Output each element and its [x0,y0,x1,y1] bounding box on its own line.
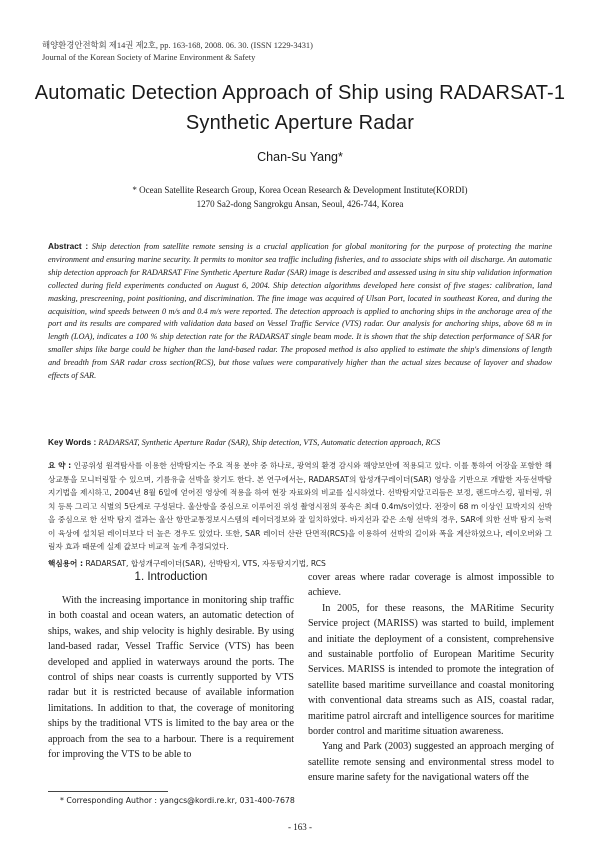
body-column-right [308,570,554,786]
korean-keywords-label: 핵심용어 : [48,559,84,568]
keywords-label: Key Words : [48,437,97,447]
journal-citation-korean: 해양환경안전학회 제14권 제2호, pp. 163-168, 2008. 06. 30. (ISSN 1229-3431) [42,41,313,50]
abstract-label: Abstract : [48,241,89,251]
korean-abstract [48,459,552,554]
korean-keywords [48,558,558,570]
intro-paragraph-1: With the increasing importance in monitoring ship traffic in both coastal and ocean waters, an automatic detection of ships, wakes, and ship velocity is highly desirable. By using land-based radar, Vessel Traffic Service (VTS) has been developed and applied in waterways around the ports. The control of ships near coasts is currently supported by VTS radar but it is restricted because of available information limitations. In addition to that, the coverage of monitoring ships by the traditional VTS is limited to the bay area or the approach from the sea to a harbour. There is a requirement for improving the VTS to be able to [48,595,294,761]
author-name: Chan-Su Yang* [257,150,343,164]
author-affiliation [0,183,600,211]
section-heading-introduction: 1. Introduction [134,571,208,583]
paper-title [30,78,570,138]
korean-abstract-text: 인공위성 원격탐사를 이용한 선박탐지는 주요 적용 분야 중 하나로, 광역의 환경 감시와 해양보안에 적용되고 있다. 이를 통하여 어장을 포함한 해상교통을 모니터링할 수 있으며, 기름유출 선박을 찾기도 한다. 본 연구에서는, RADARSAT의 합성개구레이더(SAR) 영상을 기반으로 개발한 자동선박탐지기법을 제시하고, 2004년 8월 6일에 얻어진 영상에 적용을 하여 현장 자료와의 비교를 실시하였다. 선박탐지알고리듬은 보정, 랜드마스킹, 필터링, 위치 등록 그리고 식별의 5단계로 구성된다. 울산항을 중심으로 이루어진 위성 촬영시점의 풍속은 최대 0.4m/s이었다. 전장이 68 m 이상인 묘박지의 선박을 중심으로 한 선박 탐지 결과는 울산 항만교통정보시스템의 레이더정보와 잘 일치하였다. 바지선과 같은 소형 선박의 경우, SAR에 의한 선박 탐지 능력이 육상에 설치된 레이더보다 더 높은 경우도 있었다. 또한, SAR 레이더 산란 단면적(RCS)을 이용하여 선박의 길이와 폭을 계산하였으나, 레이오버와 그림자 효과 때문에 실제 값보다 비교적 높게 추정되었다. [48,461,553,551]
english-abstract [48,240,552,383]
intro-paragraph-continued: cover areas where radar coverage is almost impossible to achieve. [308,572,554,599]
intro-paragraph-3: Yang and Park (2003) suggested an approach merging of satellite remote sensing and environmental stress model to ensure marine safety for the navigational waters off the [308,741,554,784]
paper-title-line-1: Automatic Detection Approach of Ship using RADARSAT-1 [34,82,566,104]
english-keywords [48,436,558,449]
intro-paragraph-2: In 2005, for these reasons, the MARitime Security Service project (MARISS) was started to build, implement and initiate the deployment of a consistent, comprehensive and sustainable portfolio of European Maritime Security Services. MARISS is intended to promote the integration of satellite based maritime surveillance and coastal monitoring with conventional data streams such as AIS, coastal radar, maritime patrol aircraft and intelligence sources for maritime border control and maritime situation awareness. [308,602,554,738]
body-column-left [48,570,294,762]
abstract-text: Ship detection from satellite remote sensing is a crucial application for global monitoring for the purpose of protecting the marine environment and ensuring marine security. It permits to monitor sea traffic including fisheries, and to associate ships with oil discharge. An automatic ship detection approach for RADARSAT Fine Synthetic Aperture Radar (SAR) image is described and assessed using in situ ship validation information collected during field experiments conducted on August 6, 2004. Ship detection algorithms developed here consist of five stages: calibration, land masking, prescreening, point positioning, and discrimination. The fine image was acquired of Ulsan Port, located in southeast Korea, and during the acquisition, wind speeds between 0 m/s and 0.4 m/s were reported. The detection approach is applied to anchoring ships in the anchorage area of the port and its results are compared with validation data based on Vessel Traffic Service (VTS) radar. Our analysis for anchoring ships, above 68 m in length (LOA), indicates a 100 % ship detection rate for the RADARSAT single beam mode. It is shown that the ship detection performance of SAR for smaller ships like barge could be higher than the land-based radar. The proposed method is also applied to estimate the ship's dimensions of length and breadth from SAR radar cross section(RCS), but those values were comparatively higher than the actual sizes because of layover and shadow effects of SAR. [48,242,552,381]
korean-keywords-text: RADARSAT, 합성개구레이더(SAR), 선박탐지, VTS, 자동탐지기법, RCS [85,559,326,568]
paper-title-line-2: Synthetic Aperture Radar [185,112,415,134]
journal-header [42,40,313,64]
keywords-text: RADARSAT, Synthetic Aperture Radar (SAR), Ship detection, VTS, Automatic detection approach, RCS [98,438,441,447]
page-number: - 163 - [288,822,312,832]
footnote-divider [48,791,168,792]
journal-name-english: Journal of the Korean Society of Marine Environment & Safety [42,53,256,62]
affiliation-line-1: * Ocean Satellite Research Group, Korea Ocean Research & Development Institute(KORDI) [132,185,468,195]
corresponding-author-footnote: * Corresponding Author : yangcs@kordi.re.kr, 031-400-7678 [60,796,295,805]
affiliation-line-2: 1270 Sa2-dong Sangrokgu Ansan, Seoul, 426-744, Korea [196,199,404,209]
korean-abstract-label: 요 약 : [48,461,72,470]
